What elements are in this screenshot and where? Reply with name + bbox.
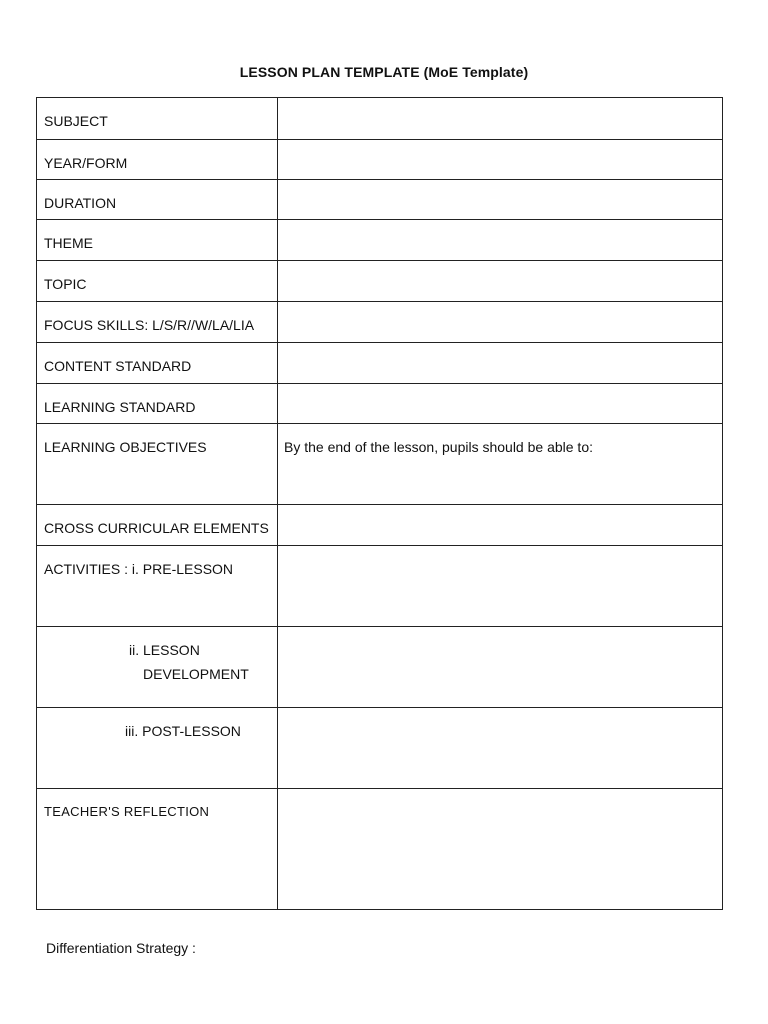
row-label-year-form: YEAR/FORM [44, 155, 128, 171]
table-row-teachers-reflection [37, 789, 723, 910]
label-cell [37, 546, 278, 627]
document-title: LESSON PLAN TEMPLATE (MoE Template) [239, 64, 529, 80]
lesson-development-line-1: ii. LESSON [129, 642, 200, 658]
table-row-post-lesson [37, 708, 723, 789]
table-row-topic [37, 261, 723, 302]
row-label-learning-standard: LEARNING STANDARD [44, 399, 196, 415]
learning-objectives-text: By the end of the lesson, pupils should be able to: [284, 439, 593, 455]
row-label-focus-skills: FOCUS SKILLS: L/S/R//W/LA/LIA [44, 317, 255, 333]
value-cell-cross-curricular[interactable] [278, 505, 723, 546]
row-value-content-standard [278, 343, 722, 358]
value-cell-teachers-reflection[interactable] [278, 789, 723, 910]
label-cell [37, 261, 278, 302]
label-cell [37, 627, 278, 708]
label-cell [37, 98, 278, 140]
value-cell-pre-lesson[interactable] [278, 546, 723, 627]
row-label-learning-objectives: LEARNING OBJECTIVES [44, 439, 207, 455]
value-cell-theme[interactable] [278, 220, 723, 261]
table-row-focus-skills [37, 302, 723, 343]
row-value-learning-standard [278, 384, 722, 399]
row-label-post-lesson: iii. POST-LESSON [125, 723, 241, 739]
row-label-topic: TOPIC [44, 276, 87, 292]
label-cell [37, 789, 278, 910]
row-value-focus-skills [278, 302, 722, 317]
row-value-cross-curricular [278, 505, 722, 520]
lesson-plan-table [36, 97, 723, 910]
label-cell [37, 384, 278, 424]
row-value-pre-lesson [278, 546, 722, 561]
value-cell-topic[interactable] [278, 261, 723, 302]
table-row-pre-lesson [37, 546, 723, 627]
lesson-development-line-2: DEVELOPMENT [143, 666, 249, 682]
row-label-teachers-reflection: TEACHER'S REFLECTION [44, 804, 210, 819]
table-row-learning-standard [37, 384, 723, 424]
differentiation-strategy-label: Differentiation Strategy : [46, 940, 196, 956]
label-cell [37, 302, 278, 343]
value-cell-year-form[interactable] [278, 140, 723, 180]
row-label-pre-lesson: ACTIVITIES : i. PRE-LESSON [44, 561, 234, 577]
label-cell [37, 505, 278, 546]
label-cell [37, 220, 278, 261]
row-value-duration [278, 180, 722, 195]
row-label-lesson-development [37, 627, 277, 682]
table-row-lesson-development [37, 627, 723, 708]
row-label-theme: THEME [44, 235, 93, 251]
value-cell-duration[interactable] [278, 180, 723, 220]
table-row-content-standard [37, 343, 723, 384]
row-label-subject: SUBJECT [44, 113, 108, 129]
row-value-year-form [278, 140, 722, 155]
row-value-subject [278, 98, 722, 113]
value-cell-learning-objectives[interactable] [278, 424, 723, 505]
label-cell [37, 140, 278, 180]
table-row-subject [37, 98, 723, 140]
label-cell [37, 424, 278, 505]
value-cell-lesson-development[interactable] [278, 627, 723, 708]
table-row-year-form [37, 140, 723, 180]
value-cell-subject[interactable] [278, 98, 723, 140]
row-label-cross-curricular: CROSS CURRICULAR ELEMENTS [44, 520, 269, 536]
row-value-teachers-reflection [278, 789, 722, 804]
table-row-duration [37, 180, 723, 220]
row-value-lesson-development [278, 627, 722, 642]
value-cell-content-standard[interactable] [278, 343, 723, 384]
row-label-content-standard: CONTENT STANDARD [44, 358, 192, 374]
value-cell-learning-standard[interactable] [278, 384, 723, 424]
row-value-post-lesson [278, 708, 722, 723]
label-cell [37, 708, 278, 789]
value-cell-post-lesson[interactable] [278, 708, 723, 789]
label-cell [37, 343, 278, 384]
table-row-learning-objectives [37, 424, 723, 505]
row-label-duration: DURATION [44, 195, 117, 211]
row-value-topic [278, 261, 722, 276]
row-value-theme [278, 220, 722, 235]
value-cell-focus-skills[interactable] [278, 302, 723, 343]
table-row-cross-curricular [37, 505, 723, 546]
label-cell [37, 180, 278, 220]
table-row-theme [37, 220, 723, 261]
